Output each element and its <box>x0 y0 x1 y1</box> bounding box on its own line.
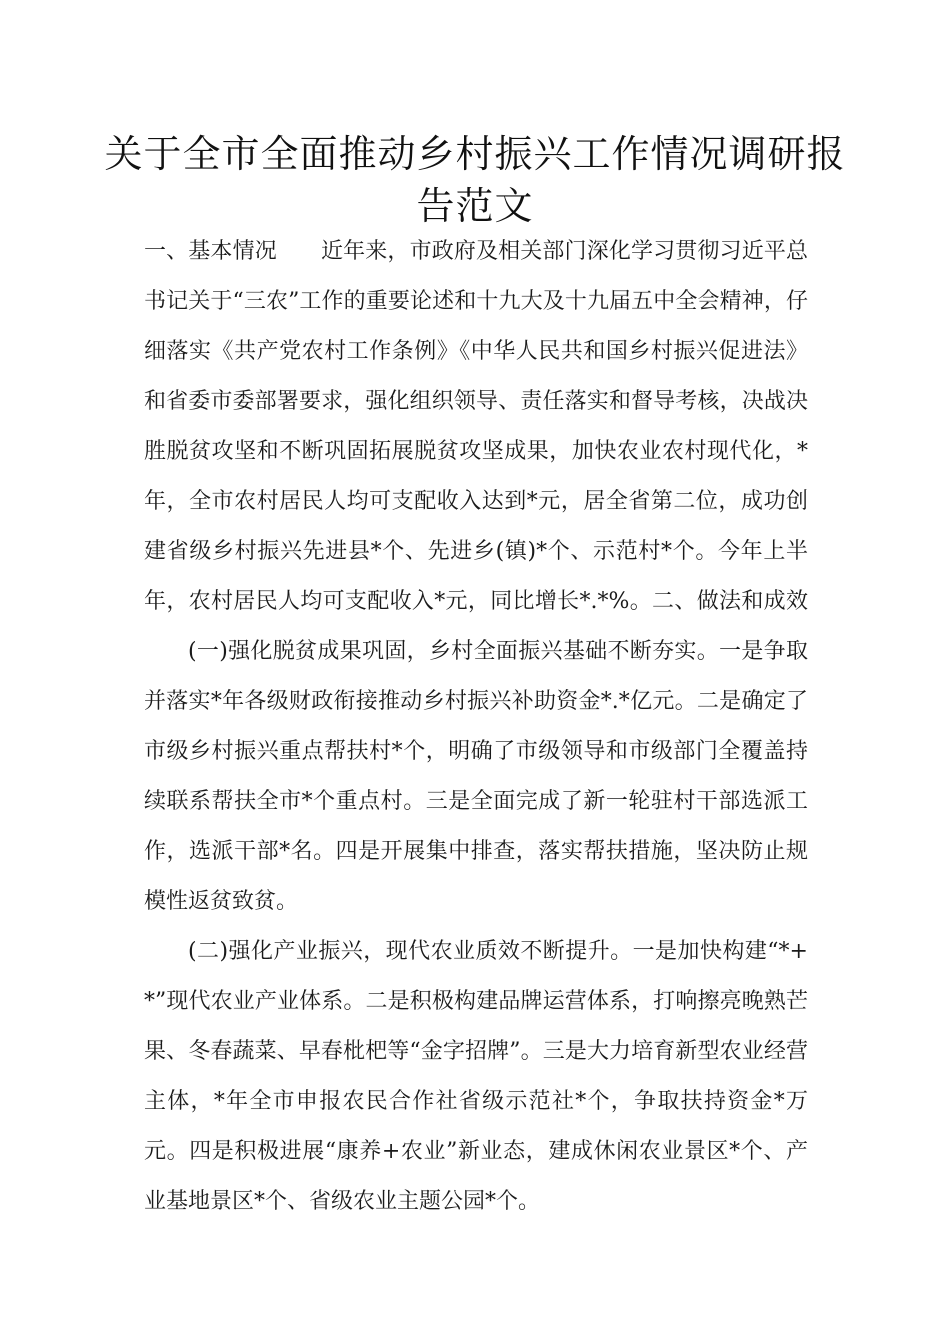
document-title: 关于全市全面推动乡村振兴工作情况调研报告范文 <box>104 132 846 228</box>
section-1-text: 近年来，市政府及相关部门深化学习贯彻习近平总书记关于“三农”工作的重要论述和十九大及十九届五中全会精神，仔细落实《共产党农村工作条例》《中华人民共和国乡村振兴促进法》和省委市委部署要求，强化组织领导、责任落实和督导考核，决战决胜脱贫攻坚和不断巩固拓展脱贫攻坚成果，加快农业农村现代化，*年，全市农村居民人均可支配收入达到*元，居全省第二位，成功创建省级乡村振兴先进县*个、先进乡(镇)*个、示范村*个。今年上半年，农村居民人均可支配收入*元，同比增长*.*%。 <box>144 239 808 614</box>
document-body <box>144 227 808 1227</box>
paragraph-main <box>144 227 808 927</box>
paragraph-industry: (二)强化产业振兴，现代农业质效不断提升。一是加快构建“*+*”现代农业产业体系。二是积极构建品牌运营体系，打响擦亮晚熟芒果、冬春蔬菜、早春枇杷等“金字招牌”。三是大力培育新型农业经营主体，*年全市申报农民合作社省级示范社*个，争取扶持资金*万元。四是积极进展“康养+农业”新业态，建成休闲农业景区*个、产业基地景区*个、省级农业主题公园*个。 <box>144 939 808 1214</box>
section-2-heading: 二、做法和成效 <box>652 589 808 614</box>
section-2-sub-1: (一)强化脱贫成果巩固，乡村全面振兴基础不断夯实。一是争取并落实*年各级财政衔接推动乡村振兴补助资金*.*亿元。二是确定了市级乡村振兴重点帮扶村*个，明确了市级领导和市级部门全覆盖持续联系帮扶全市*个重点村。三是全面完成了新一轮驻村干部选派工作，选派干部*名。四是开展集中排查，落实帮扶措施，坚决防止规模性返贫致贫。 <box>144 639 808 914</box>
section-1-heading: 一、基本情况 <box>144 239 277 264</box>
